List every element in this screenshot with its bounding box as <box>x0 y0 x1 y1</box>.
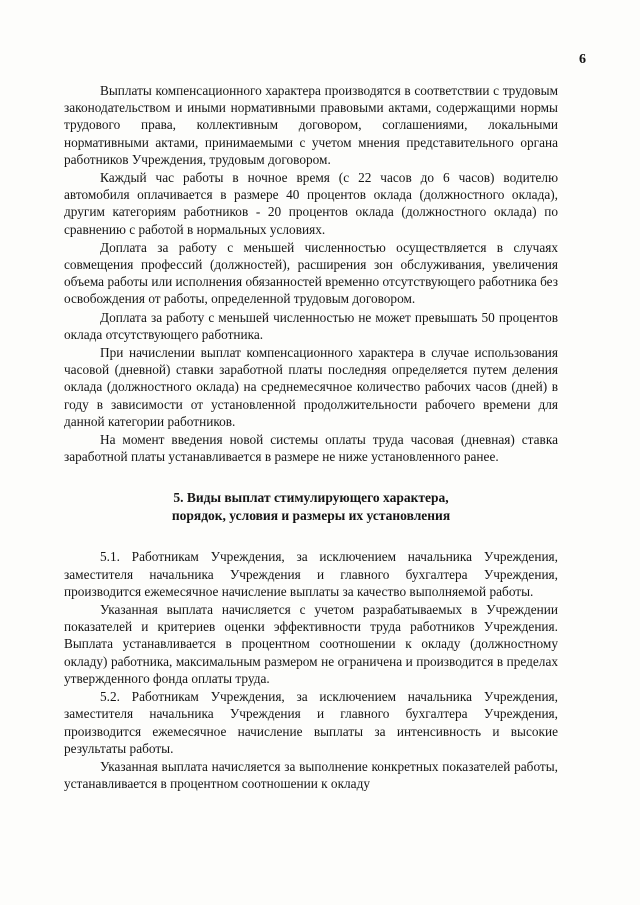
paragraph-reduced-staff-limit: Доплата за работу с меньшей численностью не может превышать 50 процентов оклада отсутствующего работника. <box>64 309 558 342</box>
section-heading <box>64 489 558 525</box>
paragraph-night-work: Каждый час работы в ночное время (с 22 часов до 6 часов) водителю автомобиля оплачивается в размере 40 процентов оклада (должностного оклада), другим категориям работников - 20 процентов оклада (должностного оклада) по сравнению с работой в нормальных условиях. <box>64 170 558 237</box>
document-body <box>64 82 558 792</box>
section-title-line-2: порядок, условия и размеры их установления <box>171 508 451 524</box>
section-title-line-1: 5. Виды выплат стимулирующего характера, <box>173 490 449 506</box>
paragraph-5-2: 5.2. Работникам Учреждения, за исключением начальника Учреждения, заместителя начальника Учреждения и главного бухгалтера Учреждения, производится ежемесячное начисление выплаты за интенсивность и высокие результаты работы. <box>64 689 558 756</box>
paragraph-new-system-rate: На момент введения новой системы оплаты труда часовая (дневная) ставка заработной платы устанавливается в размере не ниже установленного ранее. <box>64 432 558 465</box>
paragraph-intensity-criteria: Указанная выплата начисляется за выполнение конкретных показателей работы, устанавливается в процентном соотношении к окладу <box>64 758 558 792</box>
page-number: 6 <box>579 52 586 67</box>
paragraph-quality-criteria: Указанная выплата начисляется с учетом разрабатываемых в Учреждении показателей и критериев оценки эффективности труда работников Учреждения. Выплата устанавливается в процентном соотношении к окладу (должностному окладу) работника, максимальным размером не ограничена и производится в пределах утвержденного фонда оплаты труда. <box>64 602 558 686</box>
paragraph-hourly-rate: При начислении выплат компенсационного характера в случае использования часовой (дневной) ставки заработной платы последняя определяется путем деления оклада (должностного оклада) на среднемесячное количество рабочих часов (дней) в году в зависимости от установленной продолжительности рабочего времени для данной категории работников. <box>64 345 558 429</box>
paragraph-compensation-basis: Выплаты компенсационного характера производятся в соответствии с трудовым законодательством и иными нормативными правовыми актами, содержащими нормы трудового права, коллективным договором, соглашениями, локальными нормативными актами, принимаемыми с учетом мнения представительного органа работников Учреждения, трудовым договором. <box>64 83 558 167</box>
paragraph-reduced-staff-cases: Доплата за работу с меньшей численностью осуществляется в случаях совмещения профессий (должностей), расширения зон обслуживания, увеличения объема работы или исполнения обязанностей временно отсутствующего работника без освобождения от работы, определенной трудовым договором. <box>64 239 558 307</box>
paragraph-5-1: 5.1. Работникам Учреждения, за исключением начальника Учреждения, заместителя начальника Учреждения и главного бухгалтера Учреждения, производится ежемесячное начисление выплаты за качество выполняемой работы. <box>64 549 558 599</box>
